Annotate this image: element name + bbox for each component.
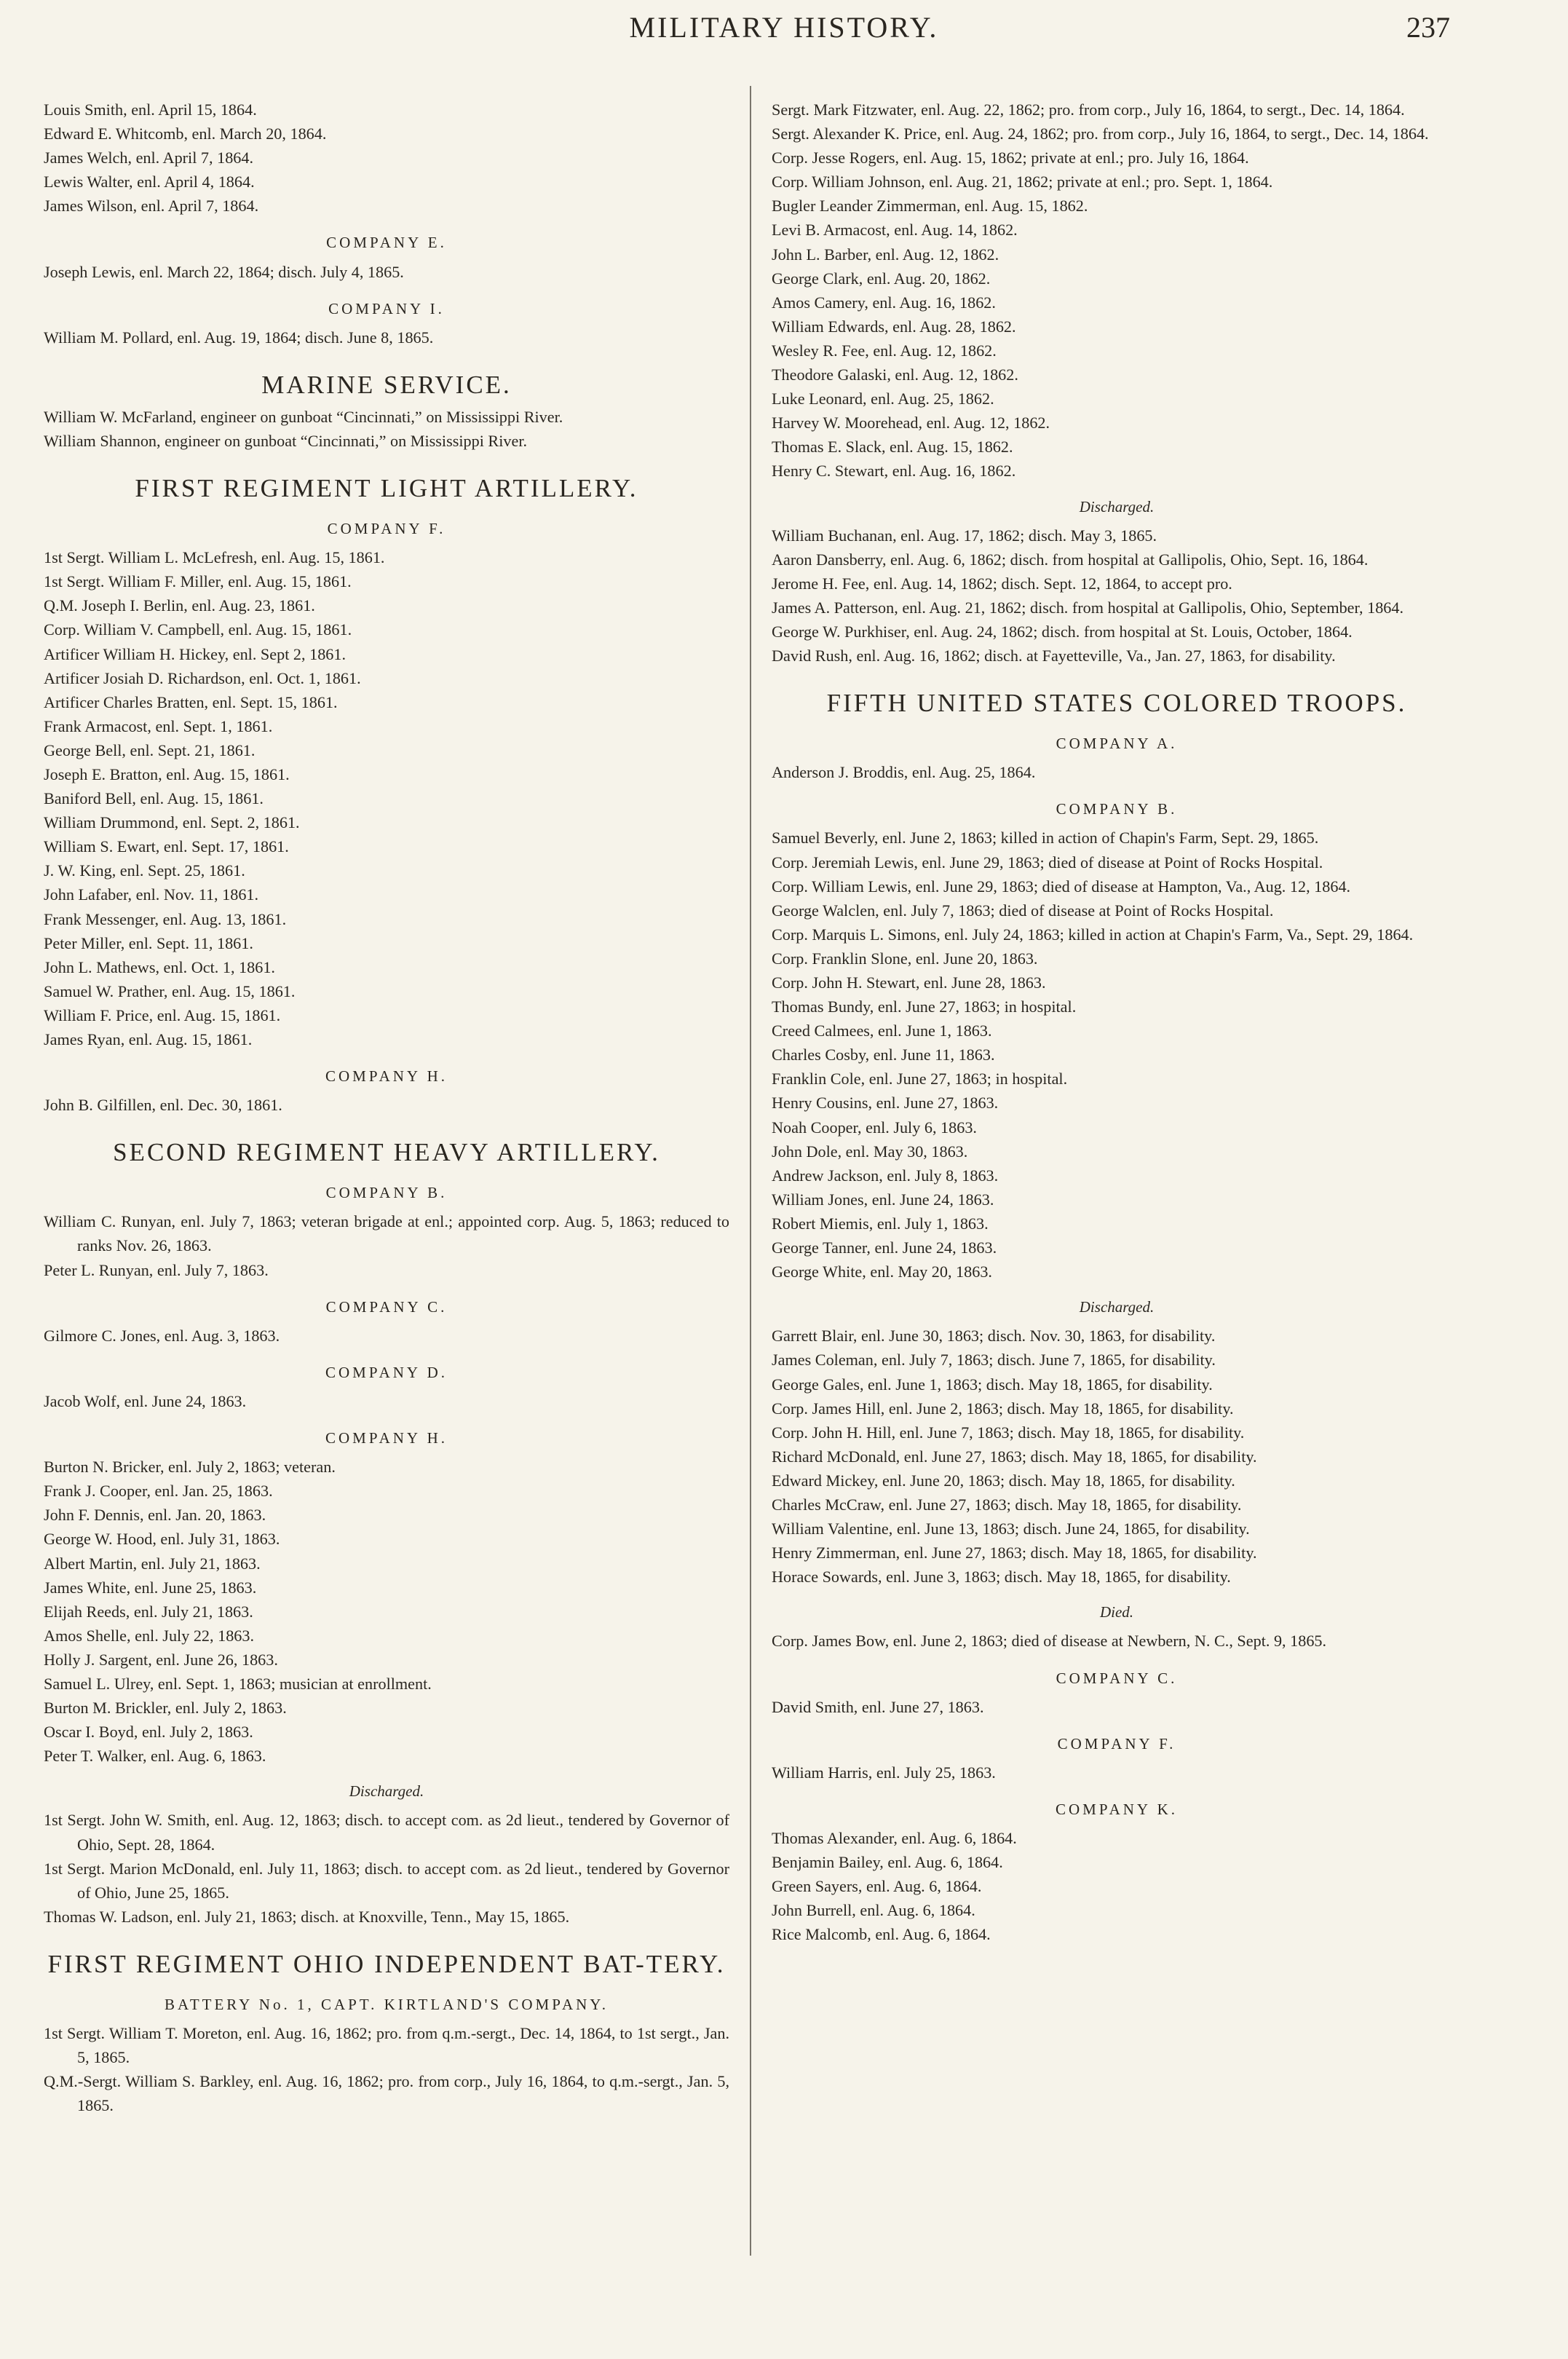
roster-entry: William Buchanan, enl. Aug. 17, 1862; disch. May 3, 1865. — [772, 526, 1157, 545]
roster-entry: Lewis Walter, enl. April 4, 1864. — [44, 173, 255, 191]
roster-entry: Garrett Blair, enl. June 30, 1863; disch. Nov. 30, 1863, for disability. — [772, 1327, 1216, 1346]
roster-entry: Corp. James Bow, enl. June 2, 1863; died of disease at Newbern, N. C., Sept. 9, 1865. — [772, 1632, 1327, 1651]
roster-entry: Horace Sowards, enl. June 3, 1863; disch. May 18, 1865, for disability. — [772, 1568, 1231, 1587]
section-heading: SECOND REGIMENT HEAVY ARTILLERY. — [113, 1138, 660, 1167]
roster-entry: Aaron Dansberry, enl. Aug. 6, 1862; disch. from hospital at Gallipolis, Ohio, Sept. 16, 1864. — [772, 550, 1369, 569]
roster-entry: Corp. James Hill, enl. June 2, 1863; disch. May 18, 1865, for disability. — [772, 1399, 1234, 1418]
company-heading: COMPANY K. — [1056, 1800, 1178, 1818]
roster-entry: George Tanner, enl. June 24, 1863. — [772, 1238, 997, 1257]
company-heading: COMPANY F. — [1057, 1734, 1176, 1753]
roster-entry: John Dole, enl. May 30, 1863. — [772, 1142, 968, 1161]
roster-entry: James Coleman, enl. July 7, 1863; disch. June 7, 1865, for disability. — [772, 1351, 1216, 1370]
roster-entry: Gilmore C. Jones, enl. Aug. 3, 1863. — [44, 1326, 280, 1345]
roster-entry: Oscar I. Boyd, enl. July 2, 1863. — [44, 1723, 253, 1742]
company-heading: COMPANY D. — [325, 1363, 448, 1381]
roster-entry: Corp. Jesse Rogers, enl. Aug. 15, 1862; private at enl.; pro. July 16, 1864. — [772, 149, 1249, 167]
roster-entry: William Jones, enl. June 24, 1863. — [772, 1190, 994, 1209]
section-heading: FIRST REGIMENT LIGHT ARTILLERY. — [135, 474, 638, 503]
roster-entry: Artificer William H. Hickey, enl. Sept 2, 1861. — [44, 644, 347, 663]
roster-entry: Henry C. Stewart, enl. Aug. 16, 1862. — [772, 462, 1016, 481]
roster-entry: J. W. King, enl. Sept. 25, 1861. — [44, 861, 245, 880]
roster-entry: William Edwards, enl. Aug. 28, 1862. — [772, 317, 1016, 336]
roster-entry: Jerome H. Fee, enl. Aug. 14, 1862; disch. Sept. 12, 1864, to accept pro. — [772, 574, 1232, 593]
roster-entry: Luke Leonard, enl. Aug. 25, 1862. — [772, 390, 994, 408]
left-column — [44, 96, 729, 2117]
roster-entry: James Welch, enl. April 7, 1864. — [44, 149, 254, 167]
roster-entry: Richard McDonald, enl. June 27, 1863; disch. May 18, 1865, for disability. — [772, 1447, 1257, 1466]
roster-entry: Frank Armacost, enl. Sept. 1, 1861. — [44, 716, 273, 735]
roster-entry: George Clark, enl. Aug. 20, 1862. — [772, 269, 991, 288]
roster-entry: Henry Cousins, enl. June 27, 1863. — [772, 1094, 999, 1113]
roster-entry: Frank J. Cooper, enl. Jan. 25, 1863. — [44, 1482, 273, 1501]
roster-entry: Amos Shelle, enl. July 22, 1863. — [44, 1626, 255, 1645]
roster-entry: John L. Mathews, enl. Oct. 1, 1861. — [44, 957, 275, 976]
roster-entry: Sergt. Alexander K. Price, enl. Aug. 24, 1862; pro. from corp., July 16, 1864, to sergt., Dec. 14, 1864. — [772, 125, 1429, 143]
company-heading: COMPANY E. — [326, 234, 447, 252]
roster-entry: Henry Zimmerman, enl. June 27, 1863; disch. May 18, 1865, for disability. — [772, 1544, 1257, 1562]
roster-entry: John F. Dennis, enl. Jan. 20, 1863. — [44, 1506, 266, 1525]
roster-entry: Sergt. Mark Fitzwater, enl. Aug. 22, 1862; pro. from corp., July 16, 1864, to sergt., Dec. 14, 1864. — [772, 100, 1405, 119]
roster-entry: Thomas Bundy, enl. June 27, 1863; in hospital. — [772, 997, 1077, 1016]
status-subheading: Discharged. — [349, 1782, 424, 1801]
roster-entry: William F. Price, enl. Aug. 15, 1861. — [44, 1005, 281, 1024]
roster-entry: Peter T. Walker, enl. Aug. 6, 1863. — [44, 1747, 266, 1766]
roster-entry: Frank Messenger, enl. Aug. 13, 1861. — [44, 909, 287, 928]
roster-entry: Benjamin Bailey, enl. Aug. 6, 1864. — [772, 1853, 1003, 1872]
section-heading: MARINE SERVICE. — [261, 370, 512, 399]
roster-entry: Thomas W. Ladson, enl. July 21, 1863; disch. at Knoxville, Tenn., May 15, 1865. — [44, 1907, 570, 1926]
company-heading: COMPANY H. — [325, 1429, 448, 1447]
roster-entry: Samuel W. Prather, enl. Aug. 15, 1861. — [44, 981, 296, 1000]
roster-entry: Jacob Wolf, enl. June 24, 1863. — [44, 1391, 247, 1410]
page-header — [0, 10, 1568, 54]
status-subheading: Discharged. — [1079, 1298, 1155, 1316]
roster-entry: Joseph E. Bratton, enl. Aug. 15, 1861. — [44, 764, 290, 783]
roster-entry: George Bell, enl. Sept. 21, 1861. — [44, 740, 256, 759]
roster-entry: Green Sayers, enl. Aug. 6, 1864. — [772, 1877, 982, 1896]
roster-entry: David Smith, enl. June 27, 1863. — [772, 1697, 984, 1716]
roster-entry: William M. Pollard, enl. Aug. 19, 1864; disch. June 8, 1865. — [44, 328, 434, 347]
roster-entry: Corp. William Johnson, enl. Aug. 21, 1862; private at enl.; pro. Sept. 1, 1864. — [772, 173, 1273, 191]
company-heading: COMPANY F. — [327, 520, 446, 538]
roster-entry: Franklin Cole, enl. June 27, 1863; in hospital. — [772, 1070, 1068, 1088]
roster-entry: Baniford Bell, enl. Aug. 15, 1861. — [44, 789, 264, 808]
roster-entry: 1st Sergt. Marion McDonald, enl. July 11, 1863; disch. to accept com. as 2d lieut., tendered by Governor of Ohio, June 25, 1865. — [44, 1859, 729, 1902]
running-title: MILITARY HISTORY. — [629, 11, 939, 44]
company-heading: COMPANY C. — [325, 1297, 448, 1316]
roster-entry: Robert Miemis, enl. July 1, 1863. — [772, 1214, 989, 1233]
roster-entry: Edward E. Whitcomb, enl. March 20, 1864. — [44, 125, 327, 143]
roster-entry: Theodore Galaski, enl. Aug. 12, 1862. — [772, 365, 1018, 384]
roster-entry: William C. Runyan, enl. July 7, 1863; veteran brigade at enl.; appointed corp. Aug. 5, 1863; reduced to ranks Nov. 26, 1863. — [44, 1212, 729, 1255]
roster-entry: George W. Hood, enl. July 31, 1863. — [44, 1530, 280, 1549]
right-column — [772, 96, 1462, 1946]
roster-entry: William Drummond, enl. Sept. 2, 1861. — [44, 813, 300, 832]
roster-entry: Peter L. Runyan, enl. July 7, 1863. — [44, 1260, 269, 1279]
roster-entry: Q.M. Joseph I. Berlin, enl. Aug. 23, 1861. — [44, 596, 315, 615]
roster-entry: Burton M. Brickler, enl. July 2, 1863. — [44, 1699, 287, 1718]
roster-entry: James Wilson, enl. April 7, 1864. — [44, 197, 259, 216]
company-heading: COMPANY I. — [328, 299, 445, 317]
roster-entry: George Walclen, enl. July 7, 1863; died of disease at Point of Rocks Hospital. — [772, 901, 1274, 920]
roster-entry: Joseph Lewis, enl. March 22, 1864; disch. July 4, 1865. — [44, 262, 404, 281]
roster-entry: William Harris, enl. July 25, 1863. — [772, 1763, 996, 1782]
roster-entry: William Valentine, enl. June 13, 1863; disch. June 24, 1865, for disability. — [772, 1520, 1250, 1538]
company-heading: COMPANY C. — [1056, 1669, 1178, 1687]
roster-entry: Holly J. Sargent, enl. June 26, 1863. — [44, 1650, 278, 1669]
roster-entry: Corp. John H. Hill, enl. June 7, 1863; disch. May 18, 1865, for disability. — [772, 1423, 1245, 1442]
company-heading: COMPANY H. — [325, 1067, 448, 1086]
roster-entry: Bugler Leander Zimmerman, enl. Aug. 15, 1862. — [772, 197, 1088, 216]
roster-entry: Noah Cooper, enl. July 6, 1863. — [772, 1118, 977, 1137]
company-heading: COMPANY B. — [325, 1184, 448, 1202]
roster-entry: Harvey W. Moorehead, enl. Aug. 12, 1862. — [772, 414, 1050, 432]
roster-entry: Artificer Josiah D. Richardson, enl. Oct. 1, 1861. — [44, 668, 361, 687]
roster-entry: Charles Cosby, enl. June 11, 1863. — [772, 1046, 995, 1064]
roster-entry: Albert Martin, enl. July 21, 1863. — [44, 1554, 261, 1573]
roster-entry: James A. Patterson, enl. Aug. 21, 1862; disch. from hospital at Gallipolis, Ohio, September, 1864. — [772, 598, 1404, 617]
roster-entry: Creed Calmees, enl. June 1, 1863. — [772, 1022, 992, 1040]
roster-entry: Corp. Franklin Slone, enl. June 20, 1863. — [772, 949, 1038, 968]
roster-entry: Corp. Marquis L. Simons, enl. July 24, 1863; killed in action at Chapin's Farm, Va., Sept. 29, 1864. — [772, 925, 1414, 944]
roster-entry: James White, enl. June 25, 1863. — [44, 1578, 257, 1597]
roster-entry: Rice Malcomb, enl. Aug. 6, 1864. — [772, 1925, 991, 1944]
roster-entry: Charles McCraw, enl. June 27, 1863; disch. May 18, 1865, for disability. — [772, 1495, 1242, 1514]
company-heading: COMPANY A. — [1056, 735, 1178, 753]
roster-entry: Burton N. Bricker, enl. July 2, 1863; veteran. — [44, 1458, 336, 1477]
roster-entry: David Rush, enl. Aug. 16, 1862; disch. at Fayetteville, Va., Jan. 27, 1863, for disability. — [772, 647, 1336, 665]
roster-entry: Elijah Reeds, enl. July 21, 1863. — [44, 1602, 253, 1621]
roster-entry: John L. Barber, enl. Aug. 12, 1862. — [772, 245, 999, 264]
roster-entry: 1st Sergt. William F. Miller, enl. Aug. 15, 1861. — [44, 572, 352, 591]
roster-entry: Thomas Alexander, enl. Aug. 6, 1864. — [772, 1829, 1017, 1847]
roster-entry: Andrew Jackson, enl. July 8, 1863. — [772, 1166, 999, 1185]
roster-entry: Corp. William V. Campbell, enl. Aug. 15, 1861. — [44, 620, 352, 639]
roster-entry: 1st Sergt. John W. Smith, enl. Aug. 12, 1863; disch. to accept com. as 2d lieut., tendered by Governor of Ohio, Sept. 28, 1864. — [44, 1811, 729, 1854]
roster-entry: 1st Sergt. William L. McLefresh, enl. Aug. 15, 1861. — [44, 548, 385, 567]
status-subheading: Died. — [1099, 1603, 1134, 1621]
section-heading: FIRST REGIMENT OHIO INDEPENDENT BAT-TERY. — [47, 1949, 726, 1978]
roster-entry: Thomas E. Slack, enl. Aug. 15, 1862. — [772, 438, 1013, 457]
roster-entry: George Gales, enl. June 1, 1863; disch. May 18, 1865, for disability. — [772, 1375, 1213, 1394]
roster-entry: James Ryan, enl. Aug. 15, 1861. — [44, 1030, 253, 1048]
roster-entry: Edward Mickey, enl. June 20, 1863; disch. May 18, 1865, for disability. — [772, 1471, 1235, 1490]
roster-entry: Corp. William Lewis, enl. June 29, 1863; died of disease at Hampton, Va., Aug. 12, 1864. — [772, 877, 1351, 896]
roster-entry: William W. McFarland, engineer on gunboat “Cincinnati,” on Mississippi River. — [44, 407, 563, 426]
roster-entry: Peter Miller, enl. Sept. 11, 1861. — [44, 933, 253, 952]
roster-entry: John Burrell, enl. Aug. 6, 1864. — [772, 1901, 975, 1920]
roster-entry: Amos Camery, enl. Aug. 16, 1862. — [772, 293, 996, 312]
roster-entry: George White, enl. May 20, 1863. — [772, 1263, 992, 1281]
roster-entry: Corp. John H. Stewart, enl. June 28, 1863. — [772, 973, 1046, 992]
roster-entry: William S. Ewart, enl. Sept. 17, 1861. — [44, 837, 289, 856]
roster-entry: William Shannon, engineer on gunboat “Cincinnati,” on Mississippi River. — [44, 431, 528, 450]
roster-entry: George W. Purkhiser, enl. Aug. 24, 1862; disch. from hospital at St. Louis, October, 1864. — [772, 622, 1353, 641]
roster-entry: John Lafaber, enl. Nov. 11, 1861. — [44, 885, 259, 904]
roster-entry: Artificer Charles Bratten, enl. Sept. 15, 1861. — [44, 692, 338, 711]
roster-entry: Samuel Beverly, enl. June 2, 1863; killed in action of Chapin's Farm, Sept. 29, 1865. — [772, 829, 1319, 847]
roster-entry: Q.M.-Sergt. William S. Barkley, enl. Aug. 16, 1862; pro. from corp., July 16, 1864, to q.m.-sergt., Jan. 5, 1865. — [44, 2072, 729, 2115]
roster-entry: Levi B. Armacost, enl. Aug. 14, 1862. — [772, 221, 1018, 240]
page-number: 237 — [1406, 11, 1450, 44]
roster-entry: 1st Sergt. William T. Moreton, enl. Aug. 16, 1862; pro. from q.m.-sergt., Dec. 14, 1864, to 1st sergt., Jan. 5, 1865. — [44, 2024, 729, 2067]
roster-entry: Samuel L. Ulrey, enl. Sept. 1, 1863; musician at enrollment. — [44, 1674, 432, 1693]
roster-entry: Anderson J. Broddis, enl. Aug. 25, 1864. — [772, 763, 1036, 782]
column-divider — [750, 86, 751, 2256]
company-heading: BATTERY No. 1, CAPT. KIRTLAND'S COMPANY. — [164, 1995, 609, 2013]
roster-entry: Louis Smith, enl. April 15, 1864. — [44, 100, 257, 119]
status-subheading: Discharged. — [1079, 497, 1155, 515]
company-heading: COMPANY B. — [1056, 800, 1178, 818]
roster-entry: Corp. Jeremiah Lewis, enl. June 29, 1863; died of disease at Point of Rocks Hospital. — [772, 853, 1323, 872]
section-heading: FIFTH UNITED STATES COLORED TROOPS. — [826, 689, 1407, 718]
roster-entry: Wesley R. Fee, enl. Aug. 12, 1862. — [772, 341, 997, 360]
roster-entry: John B. Gilfillen, enl. Dec. 30, 1861. — [44, 1096, 282, 1115]
